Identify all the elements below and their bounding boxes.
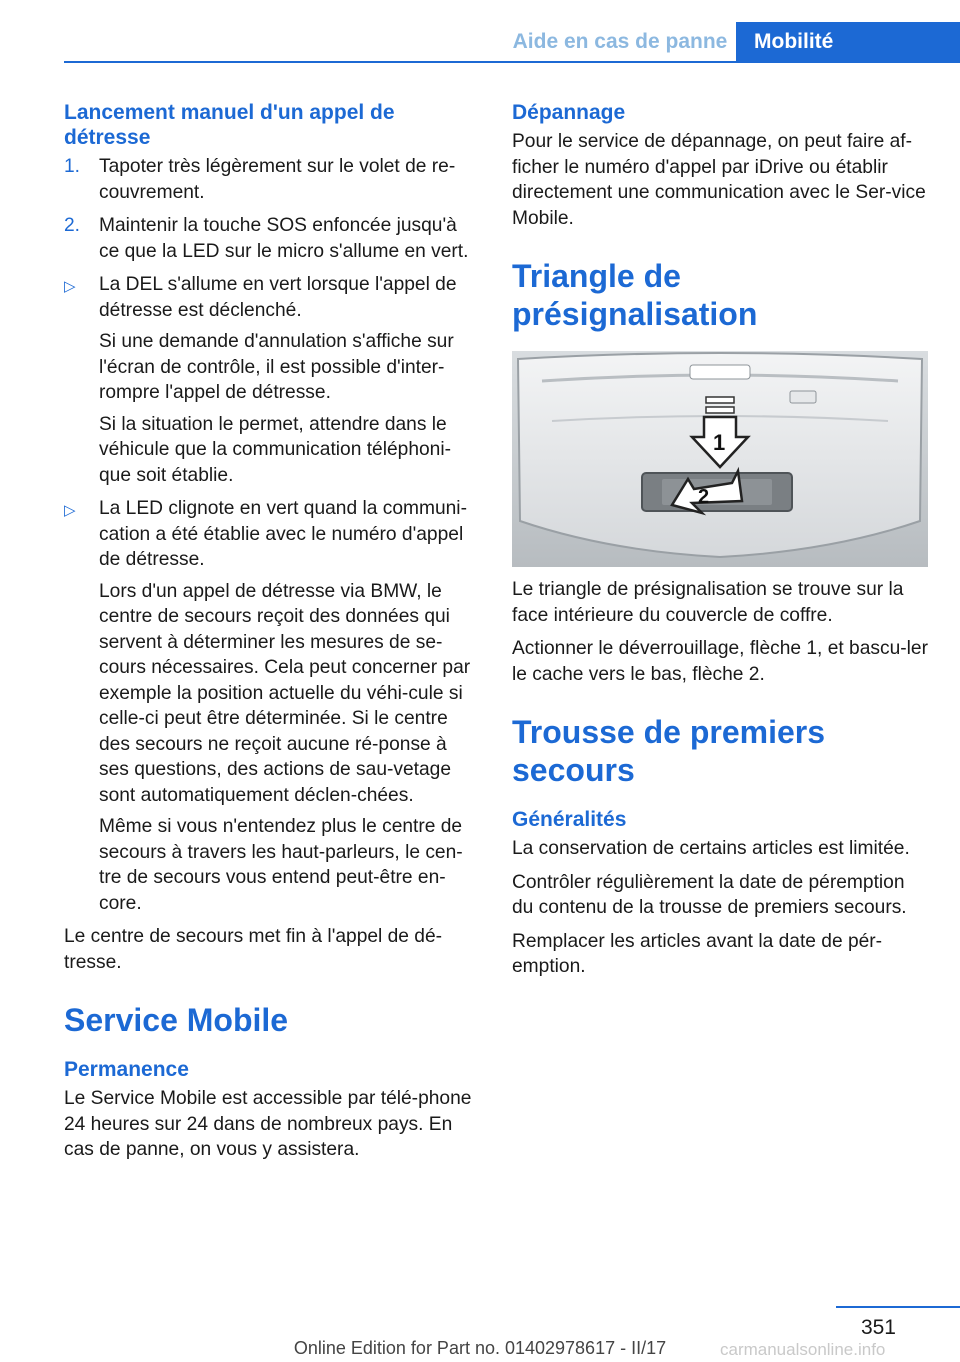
heading-trousse: Trousse de premiers secours <box>512 714 826 788</box>
bullet-text: La DEL s'allume en vert lorsque l'appel de détresse est déclenché. <box>99 274 457 321</box>
generalites-text-1: La conservation de certains articles est limitée. <box>512 838 910 859</box>
heading-depannage: Dépannage <box>512 101 626 124</box>
step-item <box>64 213 480 264</box>
bullet-item <box>64 272 480 488</box>
heading-generalites: Généralités <box>512 808 627 831</box>
triangle-text-2: Actionner le déverrouillage, flèche 1, et bascu‐ler le cache vers le bas, flèche 2. <box>512 638 928 685</box>
watermark: carmanualsonline.info <box>720 1340 886 1359</box>
latch-icon <box>790 391 816 403</box>
page-header <box>0 0 960 64</box>
triangle-bullet-icon: ▷ <box>64 278 76 295</box>
chapter-tab: Mobilité <box>736 22 960 62</box>
bullet-paragraph: Si une demande d'annulation s'affiche sur l'écran de contrôle, il est possible d'inter‐rompre l'appel de détresse. <box>99 331 454 403</box>
step-number: 1. <box>64 156 81 177</box>
arrow-1-label: 1 <box>713 430 726 455</box>
lid-handle <box>690 365 750 379</box>
heading-permanence: Permanence <box>64 1058 189 1081</box>
step-text: Maintenir la touche SOS enfoncée jusqu'à ce que la LED sur le micro s'allume en vert. <box>99 215 469 262</box>
triangle-text-1: Le triangle de présignalisation se trouve sur la face intérieure du couvercle de coffre. <box>512 579 904 626</box>
end-call-text: Le centre de secours met fin à l'appel de dé‐tresse. <box>64 926 443 973</box>
page-number: 351 <box>860 1316 896 1339</box>
footer-rule <box>836 1306 960 1308</box>
trunk-lid-figure <box>512 351 928 567</box>
bullet-paragraph: Lors d'un appel de détresse via BMW, le centre de secours reçoit des données qui servent à déterminer les mesures de se‐cours nécessaires. Cela peut concerner par exemple la position actuelle du véhi‐cule si celle-ci peut être déterminée. Si le centre des secours ne reçoit aucune ré‐ponse à ses questions, des actions de sau‐vetage sont automatiquement déclen‐chées. <box>99 580 471 806</box>
left-column <box>64 100 480 1171</box>
header-rule <box>64 61 960 63</box>
step-text: Tapoter très légèrement sur le volet de re‐couvrement. <box>99 156 456 203</box>
generalites-text-2: Contrôler régulièrement la date de péremption du contenu de la trousse de premiers secours. <box>512 871 907 918</box>
triangle-bullet-icon: ▷ <box>64 502 76 519</box>
heading-service-mobile: Service Mobile <box>64 1002 289 1038</box>
step-number: 2. <box>64 215 81 236</box>
arrow-2-label: 2 <box>698 486 710 508</box>
bullet-paragraph: Si la situation le permet, attendre dans le véhicule que la communication téléphoni‐que soit établie. <box>99 413 451 486</box>
section-tab: Aide en cas de panne <box>512 30 728 53</box>
bullet-text: La LED clignote en vert quand la communi‐cation a été établie avec le numéro d'appel de détresse. <box>99 498 467 570</box>
generalites-text-3: Remplacer les articles avant la date de pér‐emption. <box>512 930 883 977</box>
heading-manual-call: Lancement manuel d'un appel de détresse <box>64 101 395 149</box>
heading-triangle: Triangle de présignalisation <box>512 258 758 332</box>
depannage-text: Pour le service de dépannage, on peut faire af‐ficher le numéro d'appel par iDrive ou établir directement une communication avec le Ser‐vice Mobile. <box>512 131 926 229</box>
right-column <box>512 100 928 988</box>
edition-footer: Online Edition for Part no. 01402978617 - II/17 <box>293 1338 667 1358</box>
step-item <box>64 154 480 205</box>
bullet-item <box>64 496 480 916</box>
permanence-text: Le Service Mobile est accessible par télé‐phone 24 heures sur 24 dans de nombreux pays. En cas de panne, on vous y assistera. <box>64 1088 472 1160</box>
bullet-paragraph: Même si vous n'entendez plus le centre de secours à travers les haut-parleurs, le cen‐tre de secours vous entend peut-être en‐core. <box>99 816 463 914</box>
